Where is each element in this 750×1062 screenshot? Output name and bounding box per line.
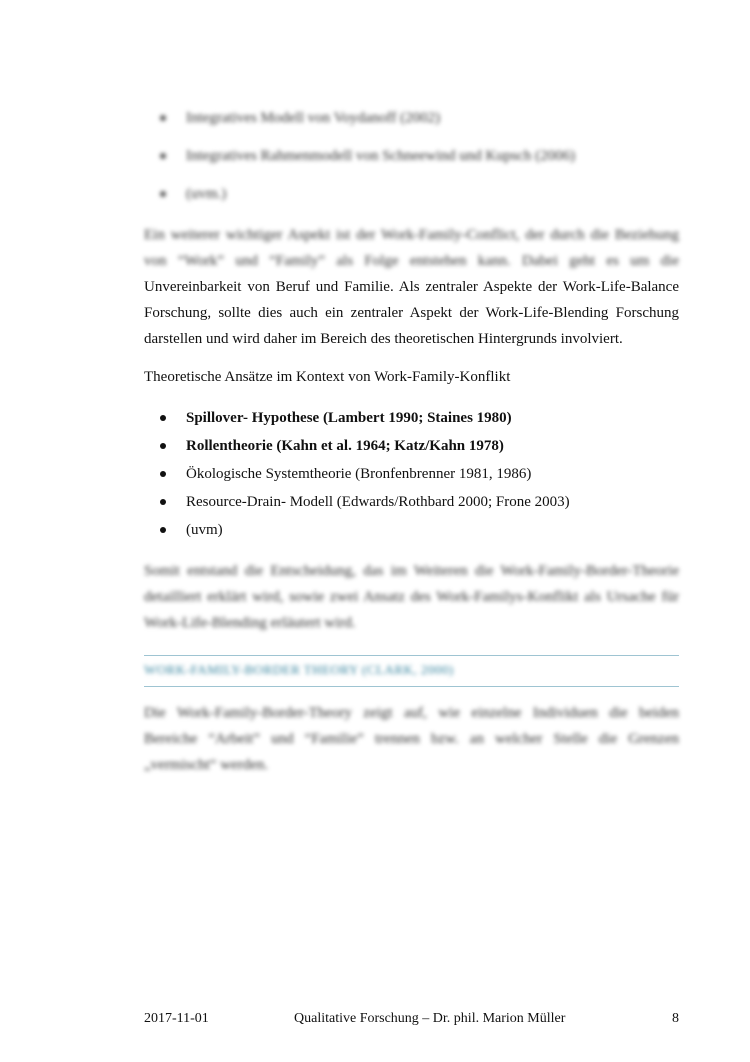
paragraph-line: Die Work-Family-Border-Theory zeigt auf, wie einzelne Individuen die beiden — [144, 705, 679, 721]
bullet-icon — [160, 527, 166, 533]
bullet-icon — [160, 443, 166, 449]
list-item: Integratives Modell von Voydanoff (2002) — [160, 108, 680, 146]
page-number: 8 — [672, 1011, 679, 1026]
bullet-icon — [160, 115, 166, 121]
paragraph-line: detailliert erklärt wird, sowie zwei Ansatz des Work-Familys-Konflikt als Ursache für — [144, 589, 679, 605]
paragraph-line: darstellen und wird daher im Bereich des theoretischen Hintergrunds involviert. — [144, 331, 623, 347]
paragraph-line: von “Work” und “Family” als Folge entstehen kann. Dabei geht es um die — [144, 253, 679, 269]
bullet-icon — [160, 191, 166, 197]
approaches-list — [160, 408, 680, 548]
paragraph-line: Somit entstand die Entscheidung, das im Weiteren die Work-Family-Border-Theorie — [144, 563, 679, 579]
paragraph-border-theory — [144, 700, 679, 778]
footer-title: Qualitative Forschung – Dr. phil. Marion Müller — [294, 1011, 566, 1026]
paragraph-line: Forschung, sollte dies auch ein zentraler Aspekt der Work-Life-Blending Forschung — [144, 305, 679, 321]
model-list — [160, 108, 680, 222]
list-item: Integratives Rahmenmodell von Schneewind und Kupsch (2006) — [160, 146, 680, 184]
paragraph-decision — [144, 558, 679, 636]
bullet-icon — [160, 415, 166, 421]
paragraph-line: Unvereinbarkeit von Beruf und Familie. Als zentraler Aspekte der Work-Life-Balance — [144, 279, 679, 295]
paragraph-line: Bereiche “Arbeit” und “Familie” trennen bzw. an welcher Stelle die Grenzen — [144, 731, 679, 747]
approaches-heading: Theoretische Ansätze im Kontext von Work-Family-Konflikt — [144, 369, 511, 385]
paragraph-work-family-conflict — [144, 222, 679, 352]
bullet-icon — [160, 499, 166, 505]
list-item: (uvm.) — [160, 184, 680, 222]
paragraph-line: „vermischt“ werden. — [144, 757, 269, 773]
list-item: Ökologische Systemtheorie (Bronfenbrenner 1981, 1986) — [160, 464, 680, 492]
list-item: (uvm) — [160, 520, 680, 548]
list-item: Rollentheorie (Kahn et al. 1964; Katz/Kahn 1978) — [160, 436, 680, 464]
paragraph-line: Ein weiterer wichtiger Aspekt ist der Work-Family-Conflict, der durch die Beziehung — [144, 227, 679, 243]
list-item: Resource-Drain- Modell (Edwards/Rothbard 2000; Frone 2003) — [160, 492, 680, 520]
section-heading-text: WORK-FAMILY-BORDER THEORY (CLARK, 2000) — [144, 662, 454, 677]
section-heading — [144, 655, 679, 687]
page-footer — [144, 1011, 679, 1031]
list-item: Spillover- Hypothese (Lambert 1990; Staines 1980) — [160, 408, 680, 436]
bullet-icon — [160, 153, 166, 159]
footer-date: 2017-11-01 — [144, 1011, 209, 1026]
bullet-icon — [160, 471, 166, 477]
paragraph-line: Work-Life-Blending erläutert wird. — [144, 615, 356, 631]
